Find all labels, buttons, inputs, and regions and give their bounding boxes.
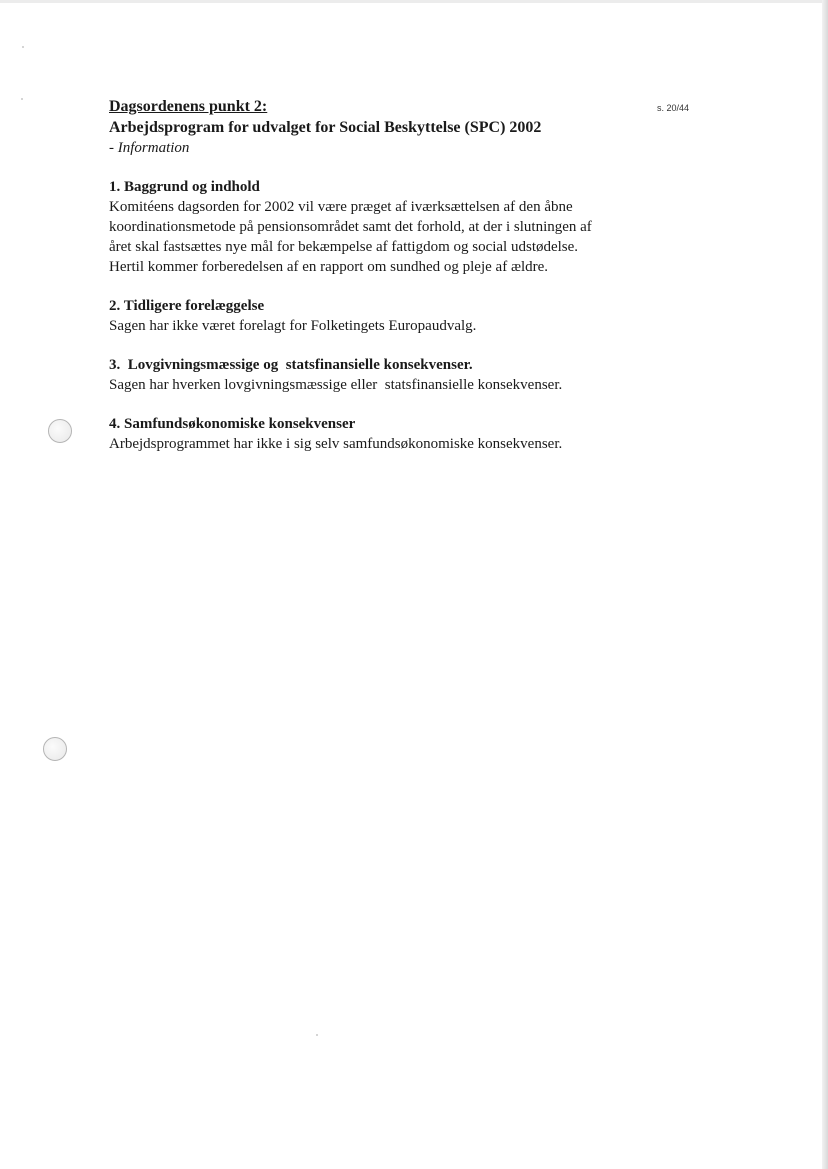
scan-speck xyxy=(21,98,23,100)
binder-hole-bottom xyxy=(43,737,67,761)
page-number: s. 20/44 xyxy=(657,103,690,113)
section-line: Hertil kommer forberedelsen af en rapport om sundhed og pleje af ældre. xyxy=(109,259,549,275)
section-heading: 3. Lovgivningsmæssige og statsfinansielle konsekvenser. xyxy=(109,357,473,373)
section-line: året skal fastsættes nye mål for bekæmpelse af fattigdom og social udstødelse. xyxy=(109,239,579,255)
section-line: Arbejdsprogrammet har ikke i sig selv samfundsøkonomiske konsekvenser. xyxy=(109,436,563,452)
section-heading: 2. Tidligere forelæggelse xyxy=(109,298,265,314)
document-header xyxy=(109,96,709,158)
page-right-edge xyxy=(822,0,828,1169)
section-legislative-consequences xyxy=(109,355,709,395)
agenda-item-heading: Dagsordenens punkt 2: xyxy=(109,98,268,115)
section-line: koordinationsmetode på pensionsområdet samt det forhold, at der i slutningen af xyxy=(109,219,592,235)
document-title: Arbejdsprogram for udvalget for Social Beskyttelse (SPC) 2002 xyxy=(109,119,542,136)
section-previous-submission xyxy=(109,296,709,336)
document-subtitle: - Information xyxy=(109,140,190,156)
section-line: Komitéens dagsorden for 2002 vil være præget af iværksættelsen af den åbne xyxy=(109,199,573,215)
scan-speck xyxy=(316,1034,318,1036)
scan-speck xyxy=(22,46,24,48)
section-heading: 1. Baggrund og indhold xyxy=(109,179,260,195)
section-line: Sagen har ikke været forelagt for Folketingets Europaudvalg. xyxy=(109,318,477,334)
document-body xyxy=(109,96,709,454)
section-line: Sagen har hverken lovgivningsmæssige eller statsfinansielle konsekvenser. xyxy=(109,377,563,393)
section-heading: 4. Samfundsøkonomiske konsekvenser xyxy=(109,416,356,432)
binder-hole-top xyxy=(48,419,72,443)
section-economic-consequences xyxy=(109,414,709,454)
page-top-edge xyxy=(0,0,828,3)
section-background xyxy=(109,177,709,277)
